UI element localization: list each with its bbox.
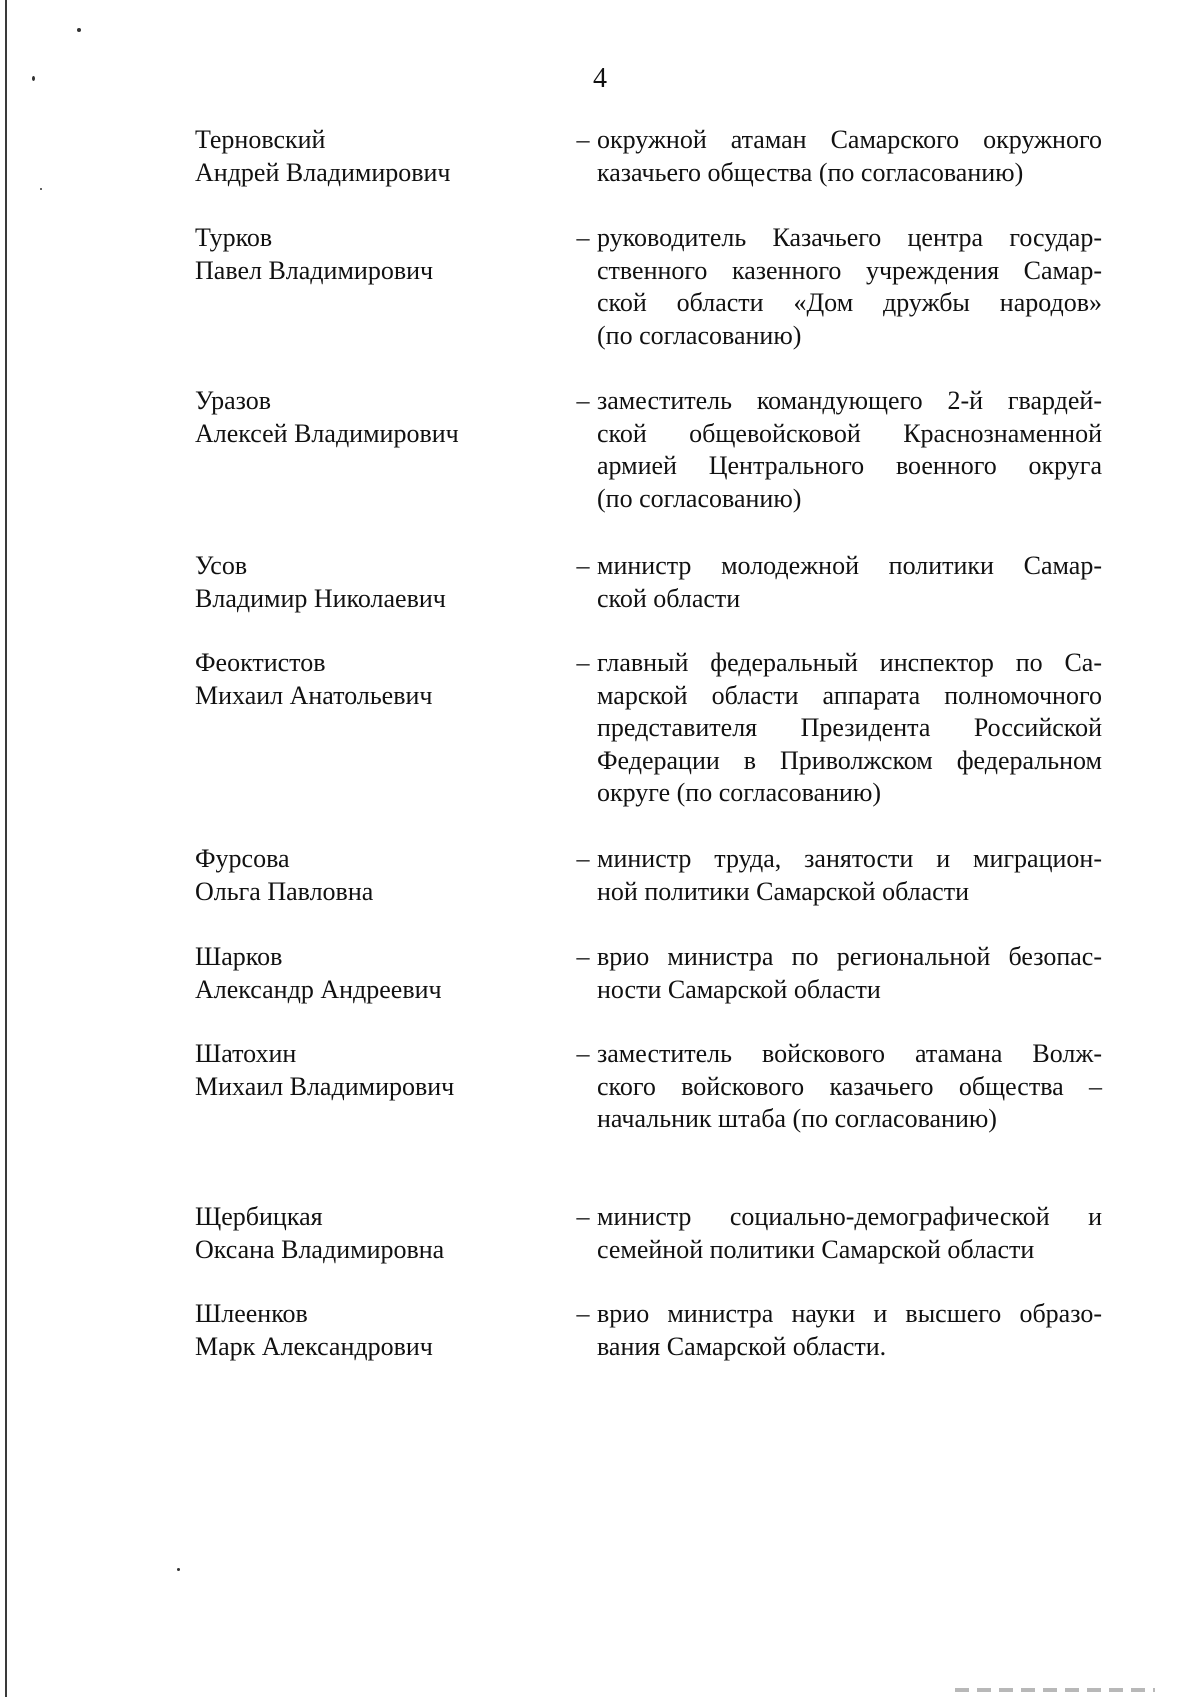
member-name (195, 647, 555, 712)
member-name (195, 1298, 555, 1363)
member-given-name: Марк Александрович (195, 1331, 433, 1361)
entry-dash: – (576, 844, 590, 873)
entry-dash: – (576, 942, 590, 971)
position-line: (по согласованию) (597, 483, 802, 513)
scan-speck (177, 1568, 180, 1571)
member-given-name: Александр Андреевич (195, 974, 442, 1004)
member-surname: Шлеенков (195, 1299, 308, 1328)
position-line: врио министра науки и высшего образо- (597, 1299, 1102, 1328)
position-line: министр молодежной политики Самар- (597, 551, 1102, 580)
scan-speck (40, 188, 42, 190)
member-name (195, 124, 555, 189)
position-line: министр труда, занятости и миграцион- (597, 844, 1102, 873)
position-line: (по согласованию) (597, 320, 802, 350)
position-line: заместитель войскового атамана Волж- (597, 1039, 1102, 1068)
position-line: ской общевойсковой Краснознаменной (597, 418, 1102, 448)
page-number: 4 (593, 63, 607, 94)
member-surname: Усов (195, 551, 248, 580)
member-name (195, 1038, 555, 1103)
entry-dash: – (576, 1202, 590, 1231)
position-line: ности Самарской области (597, 974, 881, 1004)
member-given-name: Михаил Анатольевич (195, 680, 433, 710)
position-line: врио министра по региональной безопас- (597, 942, 1102, 971)
position-line: главный федеральный инспектор по Са- (597, 648, 1102, 677)
position-line: ской области «Дом дружбы народов» (597, 288, 1102, 317)
entry-dash: – (576, 551, 590, 580)
member-surname: Шарков (195, 942, 283, 971)
position-line: министр социально-демографической и (597, 1202, 1102, 1231)
member-surname: Феоктистов (195, 648, 326, 677)
member-name (195, 385, 555, 450)
member-name (195, 550, 555, 615)
position-line: ской области (597, 583, 741, 613)
member-given-name: Ольга Павловна (195, 876, 374, 906)
position-line: марской области аппарата полномочного (597, 680, 1102, 710)
entry-dash: – (576, 125, 590, 154)
position-line: окружной атаман Самарского окружного (597, 125, 1102, 154)
position-line: ной политики Самарской области (597, 876, 969, 906)
member-name (195, 843, 555, 908)
entry-dash: – (576, 223, 590, 252)
member-surname: Щербицкая (195, 1202, 323, 1231)
member-surname: Уразов (195, 386, 272, 415)
scan-footer-marks (955, 1688, 1155, 1692)
member-surname: Шатохин (195, 1039, 297, 1068)
member-name (195, 941, 555, 1006)
entry-dash: – (576, 648, 590, 677)
position-line: округе (по согласованию) (597, 778, 882, 807)
scan-speck (77, 28, 81, 32)
member-given-name: Оксана Владимировна (195, 1234, 445, 1264)
member-given-name: Владимир Николаевич (195, 583, 446, 613)
position-line: представителя Президента Российской (597, 713, 1102, 742)
entry-dash: – (576, 1039, 590, 1068)
member-surname: Турков (195, 223, 273, 252)
member-given-name: Алексей Владимирович (195, 418, 459, 448)
position-line: заместитель командующего 2-й гвардей- (597, 386, 1102, 415)
member-given-name: Павел Владимирович (195, 255, 434, 285)
scan-page-edge (5, 0, 7, 1697)
position-line: вания Самарской области. (597, 1331, 887, 1361)
position-line: семейной политики Самарской области (597, 1234, 1035, 1264)
position-line: казачьего общества (по согласованию) (597, 157, 1024, 187)
member-given-name: Михаил Владимирович (195, 1071, 455, 1101)
entry-dash: – (576, 386, 590, 415)
member-name (195, 1201, 555, 1266)
member-surname: Фурсова (195, 844, 290, 873)
position-line: начальник штаба (по согласованию) (597, 1104, 997, 1133)
position-line: руководитель Казачьего центра государ- (597, 223, 1102, 252)
position-line: ского войскового казачьего общества – (597, 1071, 1102, 1101)
member-surname: Терновский (195, 125, 326, 154)
position-line: ственного казенного учреждения Самар- (597, 255, 1102, 285)
position-line: Федерации в Приволжском федеральном (597, 745, 1102, 775)
position-line: армией Центрального военного округа (597, 451, 1102, 480)
entry-dash: – (576, 1299, 590, 1328)
member-name (195, 222, 555, 287)
member-given-name: Андрей Владимирович (195, 157, 451, 187)
